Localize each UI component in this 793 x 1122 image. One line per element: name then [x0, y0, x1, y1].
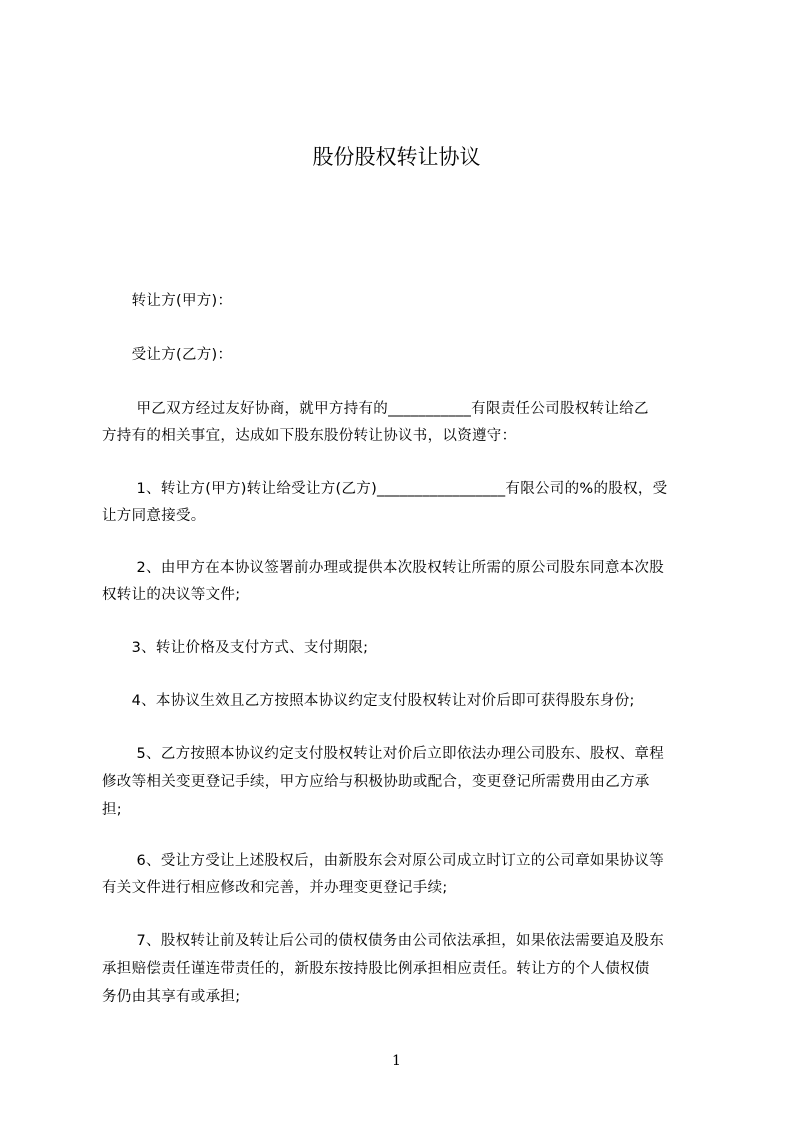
- clause-5-line-2: 修改等相关变更登记手续，甲方应给与积极协助或配合，变更登记所需费用由乙方承: [102, 774, 650, 790]
- clause-7-line-1: 7、股权转让前及转让后公司的债权债务由公司依法承担，如果依法需要追及股东: [102, 933, 665, 949]
- clause-6-line-1: 6、受让方受让上述股权后，由新股东会对原公司成立时订立的公司章如果协议等: [102, 853, 665, 869]
- page-number: 1: [392, 1053, 401, 1069]
- transferor-label: 转让方(甲方)：: [102, 293, 233, 309]
- document-title: 股份股权转让协议: [312, 145, 481, 169]
- clause-7-line-2: 承担赔偿责任谨连带责任的，新股东按持股比例承担相应责任。转让方的个人债权债: [102, 961, 650, 977]
- clause-2-line-1: 2、由甲方在本协议签署前办理或提供本次股权转让所需的原公司股东同意本次股: [102, 560, 665, 576]
- clause-2-line-2: 权转让的决议等文件;: [102, 587, 241, 603]
- transferee-label: 受让方(乙方)：: [102, 347, 233, 363]
- clause-6-line-2: 有关文件进行相应修改和完善，并办理变更登记手续;: [102, 880, 448, 896]
- clause-7-line-3: 务仍由其享有或承担;: [102, 989, 241, 1005]
- clause-5-line-1: 5、乙方按照本协议约定支付股权转让对价后立即依法办理公司股东、股权、章程: [102, 746, 665, 762]
- clause-1-line-1: 1、转让方(甲方)转让给受让方(乙方)_________________有限公司的%的股权，受: [102, 481, 668, 497]
- clause-1-line-2: 让方同意接受。: [102, 508, 206, 524]
- intro-line-1: 甲乙双方经过友好协商，就甲方持有的___________有限责任公司股权转让给乙: [102, 401, 649, 417]
- intro-line-2: 方持有的相关事宜，达成如下股东股份转让协议书，以资遵守：: [102, 428, 517, 444]
- clause-5-line-3: 担;: [102, 802, 122, 818]
- clause-3-line-1: 3、转让价格及支付方式、支付期限;: [102, 640, 369, 656]
- clause-4-line-1: 4、本协议生效且乙方按照本协议约定支付股权转让对价后即可获得股东身份;: [102, 693, 635, 709]
